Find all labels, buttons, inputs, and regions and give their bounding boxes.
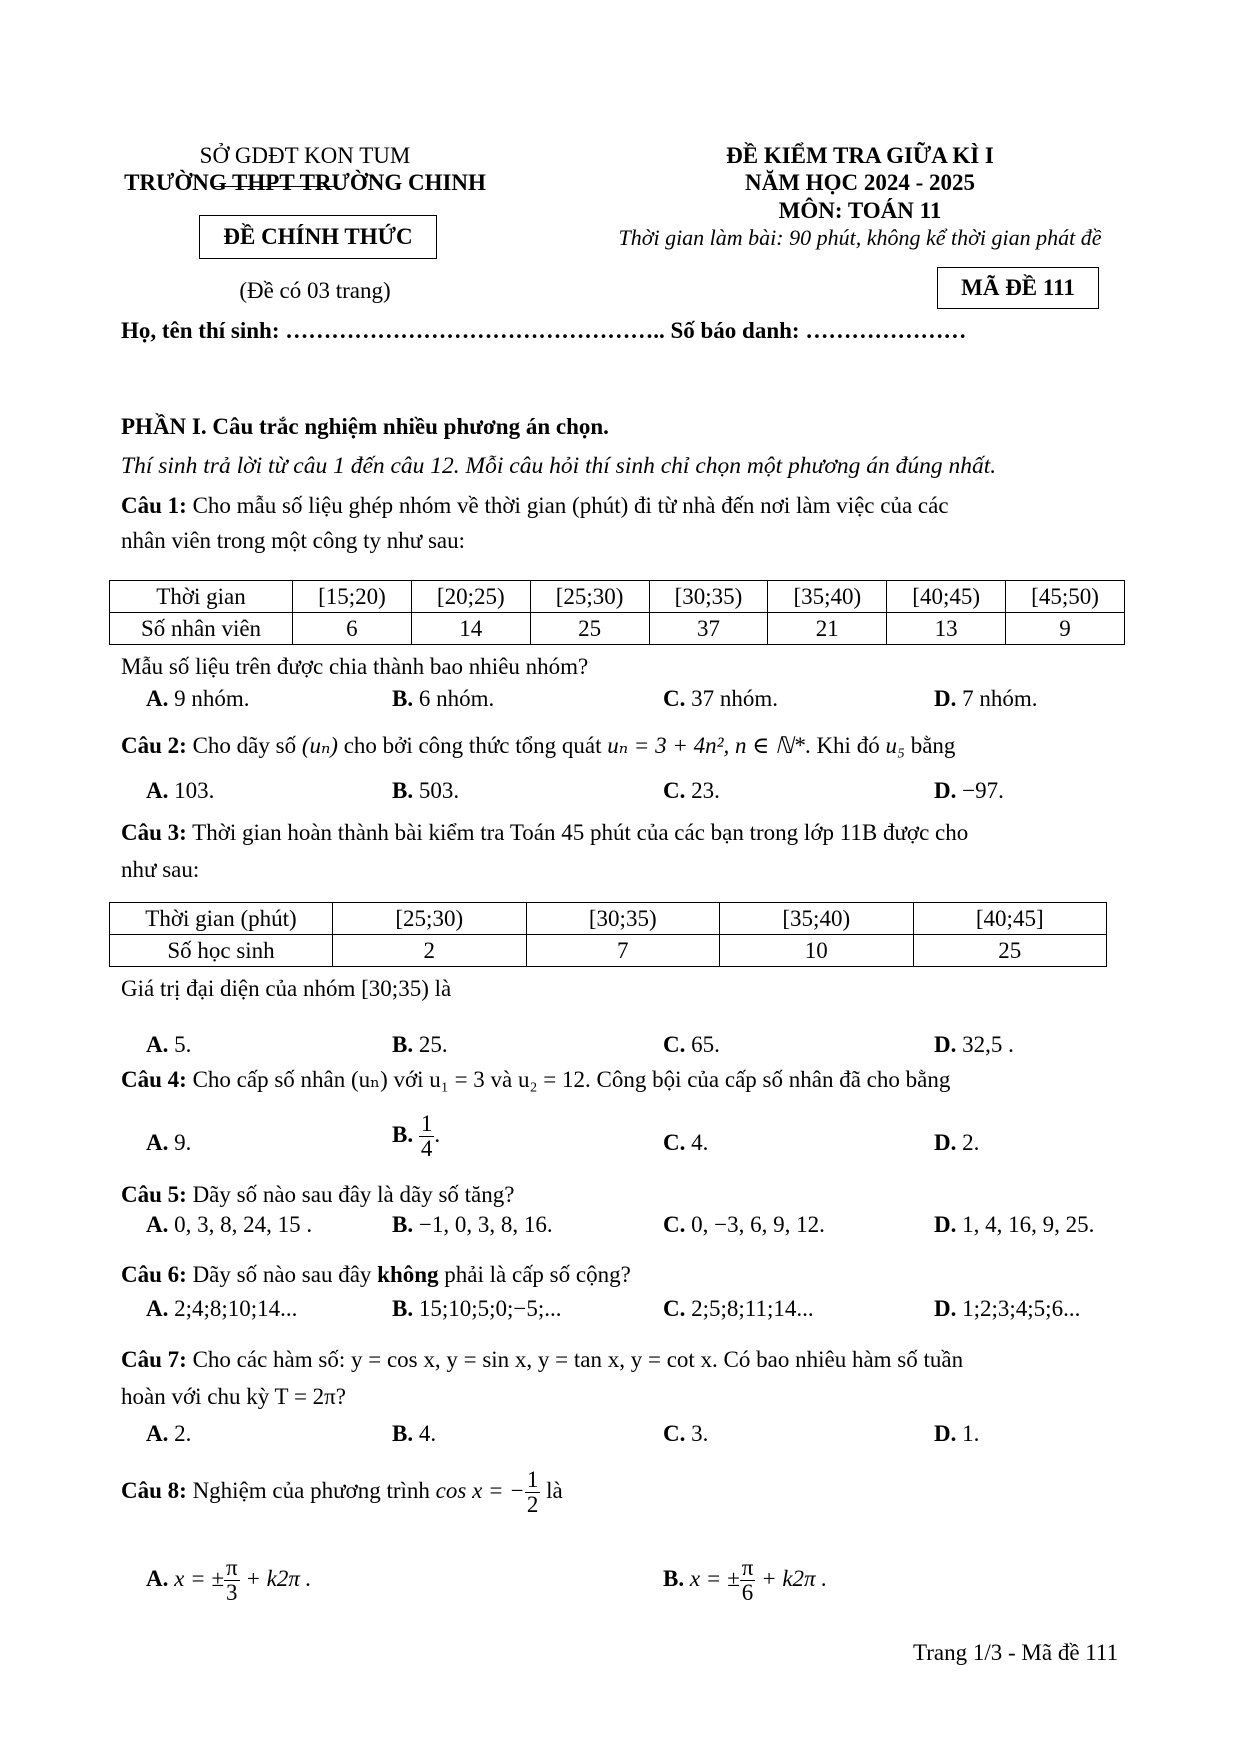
q5-option-a: A. 0, 3, 8, 24, 15 .	[146, 1212, 313, 1237]
table-cell: [45;50)	[1006, 581, 1125, 613]
part1-title: PHẦN I. Câu trắc nghiệm nhiều phương án chọn.	[121, 414, 609, 439]
q6-emphasis: không	[377, 1262, 439, 1287]
q6-label: Câu 6:	[121, 1262, 187, 1287]
q3-after: Giá trị đại diện của nhóm [30;35) là	[121, 976, 452, 1001]
table-cell: [30;35)	[649, 581, 768, 613]
table-cell: [40;45]	[913, 903, 1107, 935]
q5-option-b: B. −1, 0, 3, 8, 16.	[392, 1212, 553, 1237]
q3-label: Câu 3:	[121, 820, 187, 845]
q6-option-b: B. 15;10;5;0;−5;...	[392, 1296, 562, 1321]
q3-option-c: C. 65.	[663, 1032, 720, 1057]
table-cell: [25;30)	[530, 581, 649, 613]
q2-option-a: A. 103.	[146, 778, 215, 803]
q1-text: Cho mẫu số liệu ghép nhóm về thời gian (phút) đi từ nhà đến nơi làm việc của các	[186, 493, 949, 518]
school-underline	[214, 186, 334, 187]
q8-option-a: A. x = ± $\frac{\pi}{3}$ + k2π .	[146, 1555, 312, 1606]
q3-table	[109, 902, 1107, 967]
q5-option-d: D. 1, 4, 16, 9, 25.	[934, 1212, 1095, 1237]
fraction: $\frac{1}{2}$	[526, 1467, 539, 1518]
q5-option-c: C. 0, −3, 6, 9, 12.	[663, 1212, 825, 1237]
q2-target: u₅	[885, 733, 905, 758]
q4-option-d: D. 2.	[934, 1130, 980, 1155]
table-cell: 13	[887, 613, 1006, 645]
q7-line2: hoàn với chu kỳ T = 2π?	[121, 1384, 346, 1409]
fraction: $\frac{\pi}{6}$	[741, 1555, 754, 1606]
table-row	[110, 613, 1125, 645]
table-cell: 6	[293, 613, 412, 645]
q4-option-c: C. 4.	[663, 1130, 709, 1155]
q1-table	[109, 580, 1125, 645]
q2-sequence: (uₙ)	[301, 733, 338, 758]
table-row	[110, 935, 1107, 967]
table-cell: 9	[1006, 613, 1125, 645]
fraction: $\frac{1}{4}$	[420, 1111, 433, 1162]
q5-label: Câu 5:	[121, 1182, 187, 1207]
q1-line1	[121, 493, 949, 519]
school-year: NĂM HỌC 2024 - 2025	[745, 170, 975, 195]
table-cell: 25	[530, 613, 649, 645]
table-cell: 10	[720, 935, 914, 967]
q3-option-a: A. 5.	[146, 1032, 192, 1057]
q2-option-b: B. 503.	[392, 778, 460, 803]
table-cell: [35;40)	[768, 581, 887, 613]
department-name: SỞ GDĐT KON TUM	[199, 143, 411, 168]
fraction: $\frac{\pi}{3}$	[225, 1555, 238, 1606]
q3-line2: như sau:	[121, 857, 200, 882]
q8-equation: cos x = −	[435, 1477, 525, 1503]
table-cell: [40;45)	[887, 581, 1006, 613]
q2-option-c: C. 23.	[663, 778, 720, 803]
table-cell: [35;40)	[720, 903, 914, 935]
table-cell: [25;30)	[333, 903, 527, 935]
table-cell: 25	[913, 935, 1107, 967]
pages-note: (Đề có 03 trang)	[239, 278, 391, 303]
q1-label: Câu 1:	[121, 493, 187, 518]
table-row	[110, 581, 1125, 613]
q7-line1: Câu 7: Cho các hàm số: y = cos x, y = sin x, y = tan x, y = cot x. Có bao nhiêu hàm số tuần	[121, 1347, 964, 1372]
q4-option-b: B. $\frac{1}{4}$ .	[392, 1111, 441, 1162]
q1-line2: nhân viên trong một công ty như sau:	[121, 528, 466, 553]
table-cell: [30;35)	[526, 903, 720, 935]
table-cell: [15;20)	[293, 581, 412, 613]
school-name: TRƯỜNG THPT TRƯỜNG CHINH	[124, 170, 486, 195]
q1-option-b: B. 6 nhóm.	[392, 686, 495, 711]
q7-option-d: D. 1.	[934, 1421, 980, 1446]
table-cell: 14	[411, 613, 530, 645]
table-cell: Số nhân viên	[110, 613, 293, 645]
q5-line: Câu 5: Dãy số nào sau đây là dãy số tăng?	[121, 1182, 515, 1207]
q7-option-b: B. 4.	[392, 1421, 437, 1446]
q8-label: Câu 8:	[121, 1477, 187, 1503]
official-badge: ĐỀ CHÍNH THỨC	[199, 215, 437, 259]
q1-option-a: A. 9 nhóm.	[146, 686, 250, 711]
q2-line: Câu 2: Cho dãy số (uₙ) cho bởi công thức tổng quát uₙ = 3 + 4n², n ∈ ℕ*. Khi đó u₅ bằng	[121, 733, 956, 758]
exam-code: MÃ ĐỀ 111	[937, 267, 1099, 309]
table-cell: Số học sinh	[110, 935, 333, 967]
table-cell: 7	[526, 935, 720, 967]
q3-option-b: B. 25.	[392, 1032, 448, 1057]
q7-label: Câu 7:	[121, 1347, 187, 1372]
time-note: Thời gian làm bài: 90 phút, không kể thời gian phát đề	[618, 225, 1102, 250]
part1-instruction: Thí sinh trả lời từ câu 1 đến câu 12. Mỗi câu hỏi thí sinh chỉ chọn một phương án đúng nhất.	[121, 453, 997, 479]
table-cell: 37	[649, 613, 768, 645]
table-cell: Thời gian	[110, 581, 293, 613]
q6-option-a: A. 2;4;8;10;14...	[146, 1296, 298, 1321]
q4-option-a: A. 9.	[146, 1130, 192, 1155]
subject: MÔN: TOÁN 11	[778, 198, 942, 223]
table-row	[110, 903, 1107, 935]
q6-option-c: C. 2;5;8;11;14...	[663, 1296, 814, 1321]
q4-line: Câu 4: Cho cấp số nhân (uₙ) với u₁ = 3 và u₂ = 12. Công bội của cấp số nhân đã cho bằng	[121, 1067, 951, 1092]
exam-title: ĐỀ KIỂM TRA GIỮA KÌ I	[726, 143, 994, 168]
page-footer: Trang 1/3 - Mã đề 111	[913, 1640, 1119, 1665]
q8-line: Câu 8: Nghiệm của phương trình cos x = − $\frac{1}{2}$ là	[121, 1467, 563, 1518]
q4-label: Câu 4:	[121, 1067, 187, 1092]
q2-label: Câu 2:	[121, 733, 187, 758]
q2-formula: uₙ = 3 + 4n², n ∈ ℕ*	[607, 733, 805, 758]
q6-option-d: D. 1;2;3;4;5;6...	[934, 1296, 1081, 1321]
q7-option-a: A. 2.	[146, 1421, 192, 1446]
table-cell: 2	[333, 935, 527, 967]
table-cell: Thời gian (phút)	[110, 903, 333, 935]
q3-line1: Câu 3: Thời gian hoàn thành bài kiểm tra Toán 45 phút của các bạn trong lớp 11B được cho	[121, 820, 969, 845]
student-info-line: Họ, tên thí sinh: ………………………………………….. Số báo danh: …………………	[121, 318, 967, 343]
q2-option-d: D. −97.	[934, 778, 1004, 803]
q8-option-b: B. x = ± $\frac{\pi}{6}$ + k2π .	[663, 1555, 828, 1606]
q1-option-d: D. 7 nhóm.	[934, 686, 1038, 711]
q6-line: Câu 6: Dãy số nào sau đây không phải là cấp số cộng?	[121, 1262, 631, 1287]
table-cell: [20;25)	[411, 581, 530, 613]
table-cell: 21	[768, 613, 887, 645]
q1-option-c: C. 37 nhóm.	[663, 686, 779, 711]
q7-option-c: C. 3.	[663, 1421, 709, 1446]
q1-after: Mẫu số liệu trên được chia thành bao nhiêu nhóm?	[121, 654, 589, 679]
q3-option-d: D. 32,5 .	[934, 1032, 1014, 1057]
